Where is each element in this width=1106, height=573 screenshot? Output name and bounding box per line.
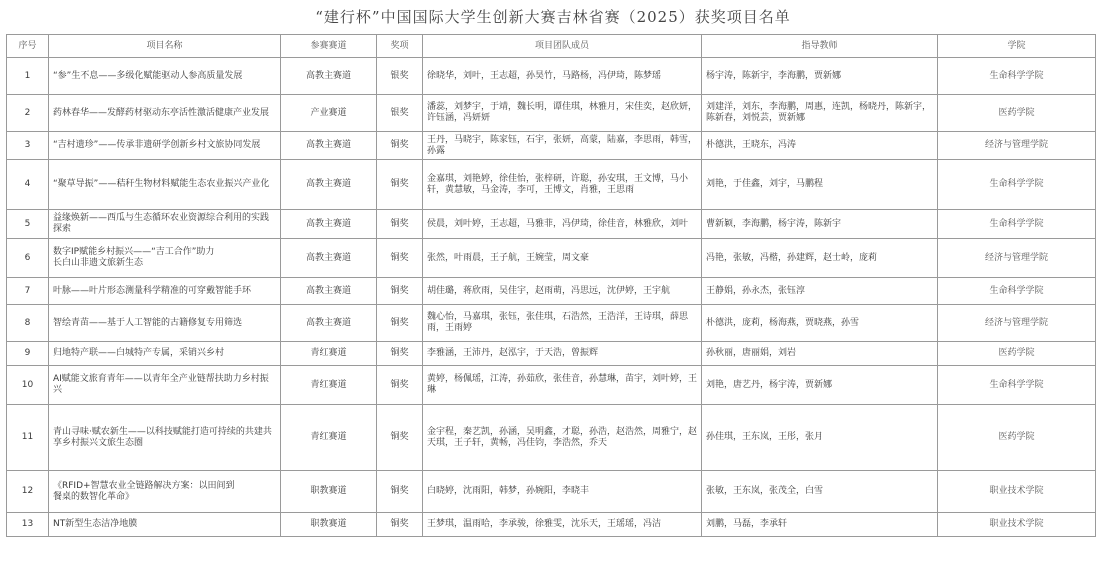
table-row	[7, 305, 1096, 342]
row-advisors: 曹新颖，李海鹏，杨宇涛，陈新宇	[702, 210, 938, 239]
row-track: 青红赛道	[281, 342, 377, 366]
row-project-name: 青山寻味·赋农新生——以科技赋能打造可持续的共建共享乡村振兴文旅生态圈	[49, 405, 281, 471]
row-track: 青红赛道	[281, 405, 377, 471]
row-no: 2	[7, 95, 49, 132]
row-college: 职业技术学院	[938, 513, 1096, 537]
header-project-name: 项目名称	[49, 35, 281, 58]
header-members: 项目团队成员	[423, 35, 702, 58]
header-advisors: 指导教师	[702, 35, 938, 58]
row-no: 1	[7, 58, 49, 95]
row-track: 高教主赛道	[281, 132, 377, 160]
row-college: 生命科学学院	[938, 278, 1096, 305]
table-row	[7, 366, 1096, 405]
row-award: 铜奖	[377, 305, 423, 342]
row-project-name: 归地特产联——白城特产专属，采销兴乡村	[49, 342, 281, 366]
row-track: 高教主赛道	[281, 160, 377, 210]
row-members: 胡佳璐，蒋欣雨，吴佳宇，赵雨萌，冯思远，沈伊婷，王宇航	[423, 278, 702, 305]
row-college: 医药学院	[938, 405, 1096, 471]
row-members: 黄婷，杨佩瑶，江涛，孙茹欣，张佳音，孙慧琳，苗宇，刘叶婷，王琳	[423, 366, 702, 405]
row-advisors: 孙佳琪，王东岚，王彤，张月	[702, 405, 938, 471]
row-members: 王梦琪，温雨哈，李承骏，徐雅雯，沈乐天，王瑶瑶，冯洁	[423, 513, 702, 537]
header-row	[7, 35, 1096, 58]
row-project-name: “参”生不息——多级化赋能驱动人参高质量发展	[49, 58, 281, 95]
table-row	[7, 513, 1096, 537]
row-track: 高教主赛道	[281, 239, 377, 278]
row-no: 10	[7, 366, 49, 405]
row-advisors: 朴德洪，庞莉，杨海燕，贾晓燕，孙雪	[702, 305, 938, 342]
row-no: 5	[7, 210, 49, 239]
row-award: 铜奖	[377, 132, 423, 160]
row-project-name: NT新型生态洁净地膜	[49, 513, 281, 537]
table-row	[7, 132, 1096, 160]
row-project-name: 益缘焕新——西瓜与生态循环农业资源综合利用的实践探索	[49, 210, 281, 239]
header-college: 学院	[938, 35, 1096, 58]
row-award: 铜奖	[377, 342, 423, 366]
row-no: 6	[7, 239, 49, 278]
row-college: 生命科学学院	[938, 210, 1096, 239]
row-members: 白晓婷，沈雨阳，韩梦，孙婉阳，李晓丰	[423, 471, 702, 513]
row-no: 8	[7, 305, 49, 342]
row-members: 侯晨，刘叶婷，王志超，马雅菲，冯伊琦，徐佳音，林雅欣，刘叶	[423, 210, 702, 239]
award-table	[6, 34, 1096, 537]
row-advisors: 张敏，王东岚，张茂全，白雪	[702, 471, 938, 513]
header-award: 奖项	[377, 35, 423, 58]
row-advisors: 刘艳，唐艺丹，杨宇涛，贾新娜	[702, 366, 938, 405]
row-members: 潘蕊，刘梦宇，于靖，魏长明，谭佳琪，林雅月，宋佳奕，赵欣妍，许钰涵，冯妍妍	[423, 95, 702, 132]
table-row	[7, 210, 1096, 239]
row-advisors: 刘艳，于佳鑫，刘宇，马鹏程	[702, 160, 938, 210]
row-college: 经济与管理学院	[938, 132, 1096, 160]
row-award: 铜奖	[377, 513, 423, 537]
row-track: 高教主赛道	[281, 58, 377, 95]
document-title: “建行杯”中国国际大学生创新大赛吉林省赛（2025）获奖项目名单	[315, 8, 791, 26]
row-college: 医药学院	[938, 342, 1096, 366]
row-award: 铜奖	[377, 160, 423, 210]
row-award: 银奖	[377, 58, 423, 95]
table-row	[7, 95, 1096, 132]
row-college: 医药学院	[938, 95, 1096, 132]
row-track: 产业赛道	[281, 95, 377, 132]
row-college: 生命科学学院	[938, 160, 1096, 210]
row-members: 张然，叶雨晨，王子航，王婉莹，周文豪	[423, 239, 702, 278]
row-advisors: 杨宇涛，陈新宇，李海鹏，贾新娜	[702, 58, 938, 95]
row-no: 12	[7, 471, 49, 513]
row-track: 青红赛道	[281, 366, 377, 405]
row-members: 李雅涵，王沛丹，赵泓宇，于天浩，曾振辉	[423, 342, 702, 366]
table-row	[7, 405, 1096, 471]
row-college: 经济与管理学院	[938, 305, 1096, 342]
row-advisors: 王静娟，孙永杰，张钰淳	[702, 278, 938, 305]
row-track: 职教赛道	[281, 513, 377, 537]
row-award: 铜奖	[377, 405, 423, 471]
row-college: 职业技术学院	[938, 471, 1096, 513]
row-track: 高教主赛道	[281, 305, 377, 342]
row-no: 4	[7, 160, 49, 210]
row-no: 9	[7, 342, 49, 366]
row-members: 金宇程，秦艺凯，孙涵，吴明鑫，才聪，孙浩，赵浩然，周雅宁，赵天琪，王子轩，黄畅，冯佳钧，李浩然，乔天	[423, 405, 702, 471]
row-advisors: 朴德洪，王晓东，冯涛	[702, 132, 938, 160]
row-award: 银奖	[377, 95, 423, 132]
row-advisors: 刘鹏，马磊，李承轩	[702, 513, 938, 537]
row-award: 铜奖	[377, 278, 423, 305]
row-track: 高教主赛道	[281, 278, 377, 305]
row-project-name: 数字IP赋能乡村振兴——“吉工合作”助力 长白山非遗文旅新生态	[49, 239, 281, 278]
row-college: 经济与管理学院	[938, 239, 1096, 278]
row-project-name: “聚草导振”——秸秆生物材料赋能生态农业振兴产业化	[49, 160, 281, 210]
table-row	[7, 278, 1096, 305]
row-members: 王丹，马晓宇，陈家钰，石宇，张妍，高蒙，陆嘉，李思雨，韩雪，孙露	[423, 132, 702, 160]
row-no: 3	[7, 132, 49, 160]
row-college: 生命科学学院	[938, 366, 1096, 405]
row-project-name: 药林春华——发酵药材驱动东亭活性激活健康产业发展	[49, 95, 281, 132]
row-project-name: 《RFID+智慧农业全链路解决方案：以田间到 餐桌的数智化革命》	[49, 471, 281, 513]
row-project-name: “吉村遗珍”——传承非遗研学创新乡村文旅协同发展	[49, 132, 281, 160]
row-advisors: 冯艳，张敏，冯楷，孙建辉，赵士岭，庞莉	[702, 239, 938, 278]
table-row	[7, 342, 1096, 366]
table-row	[7, 471, 1096, 513]
table-row	[7, 239, 1096, 278]
row-members: 魏心怡，马嘉琪，张钰，张佳琪，石浩然，王浩洋，王诗琪，薛思雨，王雨婷	[423, 305, 702, 342]
row-advisors: 孙秋丽，唐丽娟，刘岩	[702, 342, 938, 366]
row-project-name: 智绘青苗——基于人工智能的古籍修复专用筛选	[49, 305, 281, 342]
row-no: 11	[7, 405, 49, 471]
row-award: 铜奖	[377, 471, 423, 513]
header-no: 序号	[7, 35, 49, 58]
row-project-name: AI赋能文旅育青年——以青年全产业链帮扶助力乡村振兴	[49, 366, 281, 405]
row-college: 生命科学学院	[938, 58, 1096, 95]
row-award: 铜奖	[377, 239, 423, 278]
row-award: 铜奖	[377, 210, 423, 239]
row-track: 高教主赛道	[281, 210, 377, 239]
table-row	[7, 160, 1096, 210]
row-project-name: 叶脉——叶片形态测量科学精准的可穿戴智能手环	[49, 278, 281, 305]
row-no: 7	[7, 278, 49, 305]
row-members: 金嘉琪，刘艳婷，徐佳怡，张梓研，许聪，孙安琪，王文博，马小轩，黄慧敏，马金涛，李可，王博文，肖雅，王思雨	[423, 160, 702, 210]
row-track: 职教赛道	[281, 471, 377, 513]
table-row	[7, 58, 1096, 95]
row-members: 徐晓华，刘叶，王志超，孙昊竹，马路杨，冯伊琦，陈梦瑶	[423, 58, 702, 95]
header-track: 参赛赛道	[281, 35, 377, 58]
row-advisors: 刘建洋，刘东，李海鹏，周惠，连凯，杨晓丹，陈新宇，陈新春，刘悦芸，贾新娜	[702, 95, 938, 132]
row-no: 13	[7, 513, 49, 537]
row-award: 铜奖	[377, 366, 423, 405]
